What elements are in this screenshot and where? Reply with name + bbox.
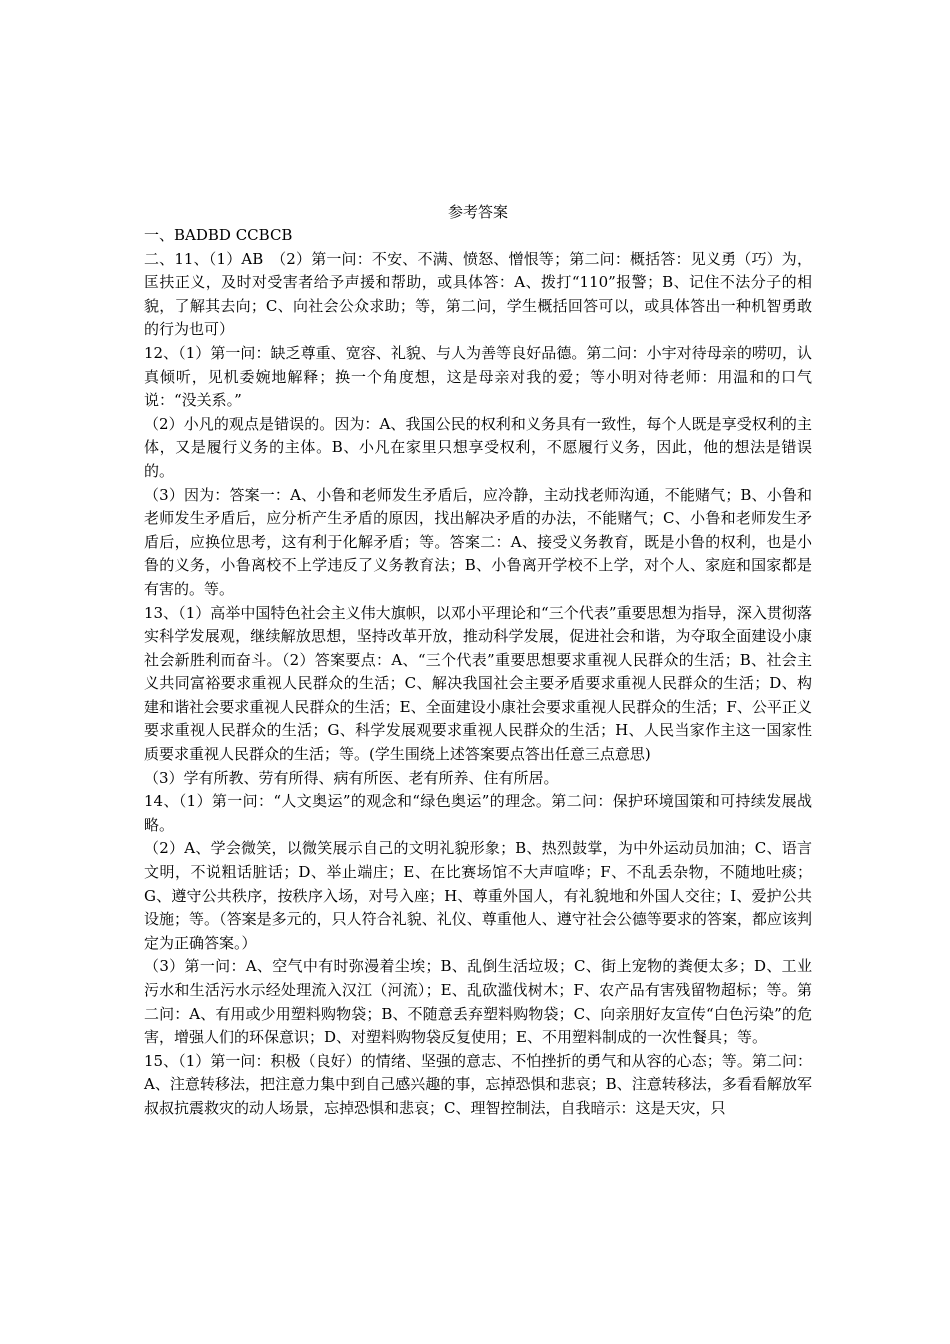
answer-question-14-part-3: （3）第一问：A、空气中有时弥漫着尘埃；B、乱倒生活垃圾；C、街上宠物的粪便太多；D、工业污水和生活污水示经处理流入汉江（河流）；E、乱砍滥伐树木；F、农产品有害残留物超标；等。第二问：A、有用或少用塑料购物袋；B、不随意丢弃塑料购物袋；C、向亲朋好友宣传“白色污染”的危害，增强人们的环保意识；D、对塑料购物袋反复使用；E、不用塑料制成的一次性餐具；等。: [144, 957, 812, 1047]
answer-question-14-part-1: 14、（1）第一问：“人文奥运”的观念和“绿色奥运”的理念。第二问：保护环境国策和可持续发展战略。: [144, 792, 812, 834]
answer-question-12-part-1: 12、（1）第一问：缺乏尊重、宽容、礼貌、与人为善等良好品德。第二问：小宇对待母亲的唠叨，认真倾听，见机委婉地解释；换一个角度想，这是母亲对我的爱；等小明对待老师：用温和的口气说：“没关系。”: [144, 343, 812, 410]
answer-question-13-parts-1-2: 13、（1）高举中国特色社会主义伟大旗帜，以邓小平理论和“三个代表”重要思想为指导，深入贯彻落实科学发展观，继续解放思想，坚持改革开放，推动科学发展，促进社会和谐，为夺取全面建设小康社会新胜利而奋斗。（2）答案要点：A、“三个代表”重要思想要求重视人民群众的生活；B、社会主义共同富裕要求重视人民群众的生活；C、解决我国社会主要矛盾要求重视人民群众的生活；D、构建和谐社会要求重视人民群众的生活；E、全面建设小康社会要求重视人民群众的生活；F、公平正义要求重视人民群众的生活；G、科学发展观要求重视人民群众的生活；H、人民当家作主这一国家性质要求重视人民群众的生活；等。(学生围绕上述答案要点答出任意三点意思): [144, 603, 812, 764]
answer-question-13-part-3: （3）学有所教、劳有所得、病有所医、老有所养、住有所居。: [144, 768, 559, 787]
answer-section-1: 一、BADBD CCBCB: [144, 226, 293, 244]
answer-question-12-part-3: （3）因为：答案一：A、小鲁和老师发生矛盾后，应冷静，主动找老师沟通，不能赌气；B、小鲁和老师发生矛盾后，应分析产生矛盾的原因，找出解决矛盾的办法，不能赌气；C、小鲁和老师发生矛盾后，应换位思考，这有利于化解矛盾；等。答案二：A、接受义务教育，既是小鲁的权利，也是小鲁的义务，小鲁离校不上学违反了义务教育法；B、小鲁离开学校不上学，对个人、家庭和国家都是有害的。等。: [144, 485, 812, 598]
document-page: [144, 200, 812, 1121]
answer-question-15-part-1: 15、（1）第一问：积极（良好）的情绪、坚强的意志、不怕挫折的勇气和从容的心态；等。第二问：A、注意转移法，把注意力集中到自己感兴趣的事，忘掉恐惧和悲哀；B、注意转移法，多看看解放军叔叔抗震救灾的动人场景，忘掉恐惧和悲哀；C、理智控制法，自我暗示：这是天灾，只: [144, 1051, 812, 1117]
document-title: 参考答案: [447, 203, 508, 221]
answer-question-11: 二、11、（1）AB （2）第一问：不安、不满、愤怒、憎恨等；第二问：概括答：见义勇（巧）为，匡扶正义，及时对受害者给予声援和帮助，或具体答：A、拨打“110”报警；B、记住不法分子的相貌，了解其去向；C、向社会公众求助；等，第二问，学生概括回答可以，或具体答出一种机智勇敢的行为也可）: [144, 249, 812, 339]
answer-question-14-part-2: （2）A、学会微笑，以微笑展示自己的文明礼貌形象；B、热烈鼓掌，为中外运动员加油；C、语言文明，不说粗话脏话；D、举止端庄；E、在比赛场馆不大声喧哗；F、不乱丢杂物，不随地吐痰；G、遵守公共秩序，按秩序入场，对号入座；H、尊重外国人，有礼貌地和外国人交往；I、爱护公共设施；等。（答案是多元的，只人符合礼貌、礼仪、尊重他人、遵守社会公德等要求的答案，都应该判定为正确答案。）: [144, 839, 812, 952]
answer-question-12-part-2: （2）小凡的观点是错误的。因为：A、我国公民的权利和义务具有一致性，每个人既是享受权利的主体，又是履行义务的主体。B、小凡在家里只想享受权利，不愿履行义务，因此，他的想法是错误的。: [144, 414, 812, 480]
